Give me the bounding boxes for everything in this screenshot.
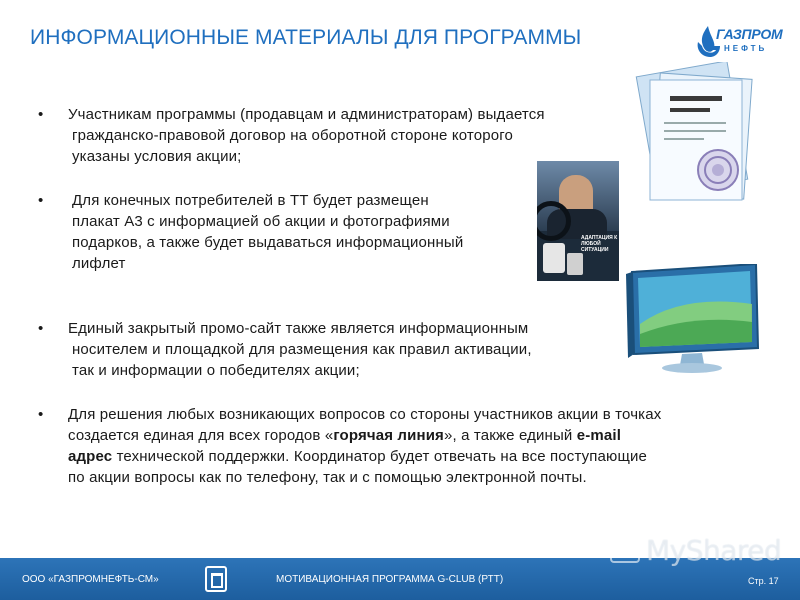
bullet-line: Для решения любых возникающих вопросов со стороны участников акции в точках: [68, 406, 662, 423]
footer-company: ООО «ГАЗПРОМНЕФТЬ-СМ»: [22, 574, 159, 585]
oil-can-icon: [567, 253, 583, 275]
text-run: », а также единый: [443, 427, 577, 444]
promo-poster-image: [537, 161, 619, 281]
hotline-emphasis: горячая линия: [333, 427, 444, 444]
monitor-icon: [622, 264, 762, 374]
email-emphasis: e-mail: [576, 427, 622, 444]
text-run: технической поддержки. Координатор будет отвечать на все поступающие: [112, 448, 647, 465]
bullet-hotline: [38, 404, 662, 488]
bullet-contract: [38, 104, 545, 167]
watermark: [610, 534, 781, 567]
bullet-line: по акции вопросы как по телефону, так и с помощью электронной почты.: [68, 469, 587, 486]
bullet-line: подарков, а также будет выдаваться информационный: [72, 234, 464, 251]
bullet-dot: •: [38, 320, 44, 337]
bullet-line: лифлет: [72, 255, 126, 272]
bullet-line: Для конечных потребителей в ТТ будет размещен: [72, 192, 429, 209]
bullet-line: [68, 425, 661, 446]
bullet-line: Участникам программы (продавцам и администраторам) выдается: [68, 106, 545, 123]
fuel-station-icon: [205, 566, 227, 592]
document-certificate-icon: [632, 62, 758, 210]
bullet-line: плакат А3 с информацией об акции и фотографиями: [72, 213, 450, 230]
bullet-poster: [38, 190, 464, 274]
bullet-promo-site: [38, 318, 532, 381]
bullet-line: указаны условия акции;: [72, 148, 242, 165]
bullet-line: так и информации о победителях акции;: [72, 362, 360, 379]
bullet-line: Единый закрытый промо-сайт также является информационным: [68, 320, 529, 337]
oil-can-icon: [543, 243, 565, 273]
bullet-dot: •: [38, 406, 44, 423]
watermark-icon: [610, 535, 640, 563]
footer-program-title: МОТИВАЦИОННАЯ ПРОГРАММА G-CLUB (РТТ): [276, 574, 504, 585]
watermark-text: MyShared: [646, 534, 782, 567]
bullet-dot: •: [38, 192, 44, 209]
logo-line1: ГАЗПРОМ: [716, 26, 783, 42]
text-run: создается единая для всех городов «: [68, 427, 334, 444]
logo-line2: НЕФТЬ: [724, 44, 768, 53]
page-number: Стр. 17: [748, 576, 779, 586]
slide-title: ИНФОРМАЦИОННЫЕ МАТЕРИАЛЫ ДЛЯ ПРОГРАММЫ: [30, 26, 582, 49]
bullet-line: гражданско-правовой договор на оборотной стороне которого: [72, 127, 514, 144]
bullet-line: носителем и площадкой для размещения как правил активации,: [72, 341, 532, 358]
bullet-line: [68, 446, 661, 467]
address-emphasis: адрес: [68, 448, 113, 465]
bullet-dot: •: [38, 106, 44, 123]
gazprom-neft-logo: [694, 20, 784, 64]
poster-slogan: АДАПТАЦИЯ К ЛЮБОЙ СИТУАЦИИ: [581, 235, 618, 253]
